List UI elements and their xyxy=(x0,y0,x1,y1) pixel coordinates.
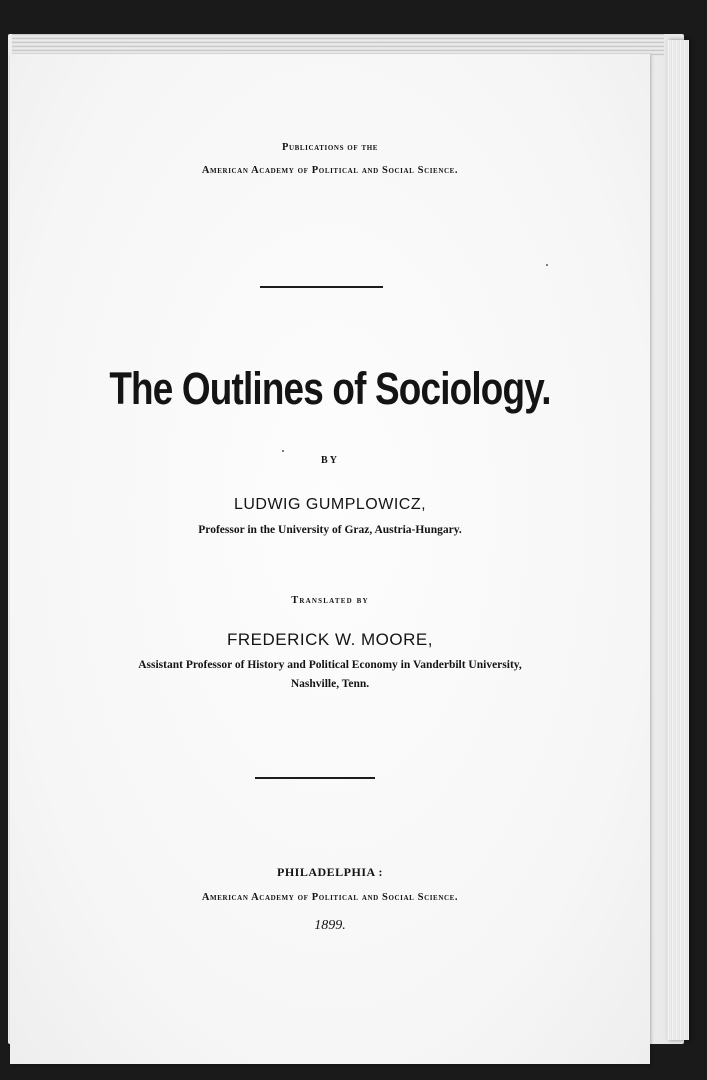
imprint-year: 1899. xyxy=(314,918,346,933)
ink-speck xyxy=(546,264,548,266)
book-top-edge xyxy=(12,34,664,56)
translator-affiliation-line-1: Assistant Professor of History and Political Economy in Vanderbilt University, xyxy=(138,659,522,671)
translator-name: FREDERICK W. MOORE, xyxy=(227,630,433,649)
series-line-1: Publications of the xyxy=(281,142,379,153)
imprint-city: PHILADELPHIA : xyxy=(276,865,383,879)
author-name: LUDWIG GUMPLOWICZ, xyxy=(233,496,427,513)
translator-affiliation-line-2: Nashville, Tenn. xyxy=(290,678,370,690)
bottom-rule xyxy=(255,777,375,779)
ink-speck xyxy=(282,450,284,452)
title-page xyxy=(10,54,650,1064)
author-affiliation: Professor in the University of Graz, Austria-Hungary. xyxy=(198,524,462,536)
imprint-publisher: American Academy of Political and Social Science. xyxy=(201,892,459,903)
top-rule xyxy=(260,286,383,288)
translated-by-label: Translated by xyxy=(291,595,369,606)
by-label: BY xyxy=(321,455,339,466)
book-fore-edge xyxy=(667,40,689,1040)
series-line-2: American Academy of Political and Social Science. xyxy=(201,165,459,176)
book-title: The Outlines of Sociology. xyxy=(109,363,551,414)
